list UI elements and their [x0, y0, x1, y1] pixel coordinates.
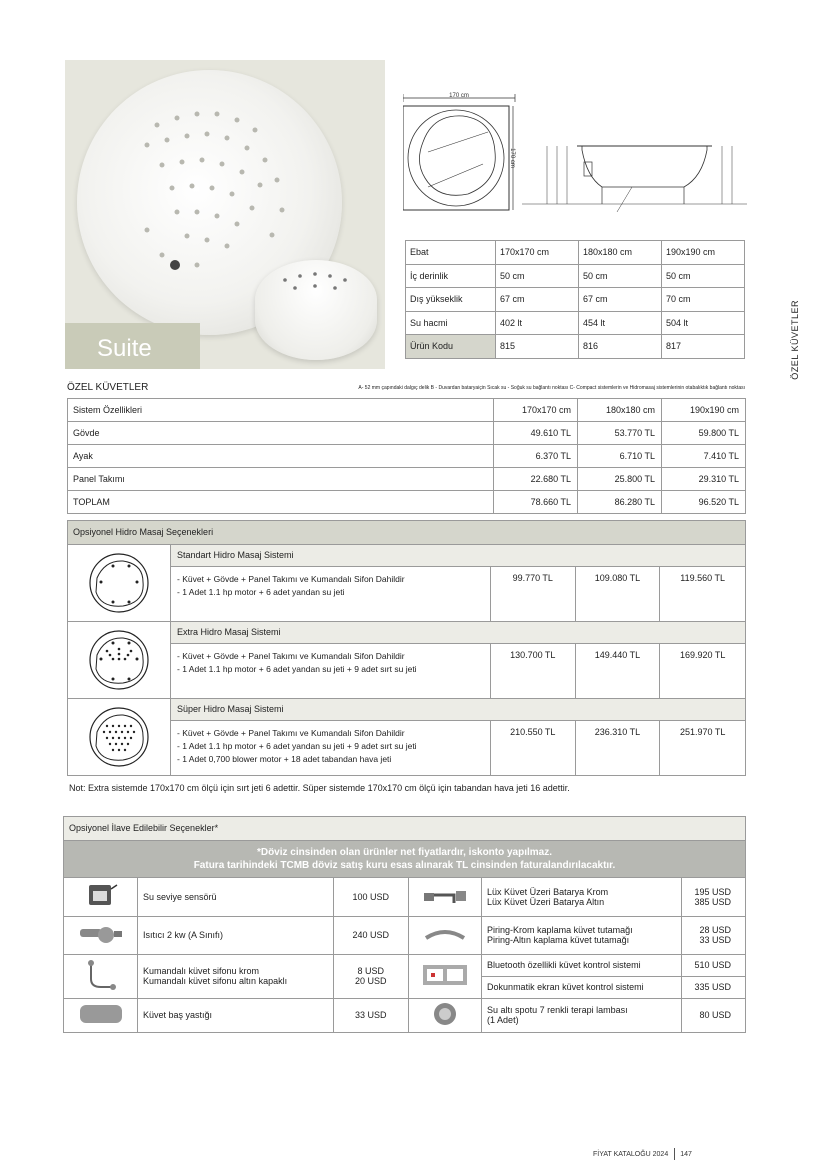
section-title: ÖZEL KÜVETLER — [67, 382, 149, 393]
cell: 180x180 cm — [579, 241, 662, 265]
row-label: Panel Takımı — [68, 468, 494, 491]
cell: 817 — [662, 335, 745, 359]
header-cell: 190x190 cm — [662, 399, 746, 422]
price-cell: 109.080 TL — [576, 567, 661, 621]
table-row — [406, 264, 745, 288]
extra-item-name: Su seviye sensörü — [138, 878, 334, 916]
side-section-label: ÖZEL KÜVETLER — [790, 300, 800, 380]
description-line: - 1 Adet 0,700 blower motor + 18 adet tabandan hava jeti — [177, 754, 392, 764]
extra-item-price: 510 USD — [682, 954, 745, 976]
header-cell: 170x170 cm — [494, 399, 578, 422]
cell: 29.310 TL — [662, 468, 746, 491]
extra-item-name: Kumandalı küvet sifonu krom Kumandalı küvet sifonu altın kapaklı — [138, 954, 334, 998]
price-cell: 169.920 TL — [679, 650, 726, 660]
cell: 86.280 TL — [578, 491, 662, 514]
cell: 170x170 cm — [496, 241, 579, 265]
cell: 6.370 TL — [494, 445, 578, 468]
extra-item-name: Küvet baş yastığı — [138, 998, 334, 1032]
hydro-system-row — [68, 699, 745, 775]
faucet-icon — [408, 878, 482, 916]
table-row — [68, 491, 746, 514]
cell: 50 cm — [579, 264, 662, 288]
headrest-pillow-icon — [64, 998, 138, 1032]
product-photo — [65, 60, 385, 369]
cell: 6.710 TL — [578, 445, 662, 468]
row-label: TOPLAM — [68, 491, 494, 514]
extra-item-price: 8 USD 20 USD — [334, 954, 409, 998]
section-note: A- 52 mm çapındaki dalgıç delik B - Duvardan bataryaiçin Sıcak su - Soğuk su bağlantı noktası C- Compact sistemlerin ve Hidromasaj sistemlerinin otabalıktık bağlantı noktası — [358, 385, 745, 391]
cell: 816 — [579, 335, 662, 359]
catalog-name: FİYAT KATALOĞU 2024 — [593, 1150, 669, 1158]
extra-item-price: 335 USD — [682, 976, 745, 998]
hydro-system-row — [68, 622, 745, 699]
table-row — [68, 468, 746, 491]
table-header-row — [68, 399, 746, 422]
description-line: - 1 Adet 1.1 hp motor + 6 adet yandan su jeti + 9 adet sırt su jeti — [177, 741, 417, 751]
cell: 504 lt — [662, 311, 745, 335]
cell: 25.800 TL — [578, 468, 662, 491]
cell: 78.660 TL — [494, 491, 578, 514]
optional-extras — [63, 816, 746, 1033]
price-cell: 130.700 TL — [491, 644, 576, 698]
cell: 454 lt — [579, 311, 662, 335]
top-view-drawing — [403, 92, 518, 212]
description-line: - Küvet + Gövde + Panel Takımı ve Kumandalı Sifon Dahildir — [177, 651, 405, 661]
hydro-system-row — [68, 545, 745, 622]
cell: 53.770 TL — [578, 422, 662, 445]
table-row — [406, 311, 745, 335]
currency-notice — [64, 841, 745, 878]
control-panel-icon — [408, 954, 482, 998]
extra-system-icon — [68, 622, 171, 698]
extra-item-price: 100 USD — [334, 878, 409, 916]
cell: 22.680 TL — [494, 468, 578, 491]
water-level-sensor-icon — [64, 878, 138, 916]
price-cell: 99.770 TL — [491, 567, 576, 621]
row-label: Ürün Kodu — [406, 335, 496, 359]
cell: 190x190 cm — [662, 241, 745, 265]
description-line: - 1 Adet 1.1 hp motor + 6 adet yandan su jeti — [177, 587, 345, 597]
table-row — [68, 445, 746, 468]
extra-item-name: Su altı spotu 7 renkli terapi lambası (1 Adet) — [482, 998, 682, 1032]
row-label: Su hacmi — [406, 311, 496, 335]
extra-item-price: 28 USD 33 USD — [682, 916, 745, 954]
extra-item-name: Piring-Krom kaplama küvet tutamağı Piring-Altın kaplama küvet tutamağı — [482, 916, 682, 954]
hydro-title: Opsiyonel Hidro Masaj Seçenekleri — [68, 521, 745, 545]
price-cell: 236.310 TL — [576, 721, 661, 775]
hydro-system-description — [171, 567, 491, 621]
description-line: - Küvet + Gövde + Panel Takımı ve Kumandalı Sifon Dahildir — [177, 574, 405, 584]
hydro-system-description — [171, 721, 491, 775]
size-spec-table — [405, 240, 745, 359]
product-name: Suite — [65, 323, 200, 369]
hydro-massage-options — [67, 520, 746, 776]
description-line: - Küvet + Gövde + Panel Takımı ve Kumandalı Sifon Dahildir — [177, 728, 405, 738]
hydro-system-description — [171, 644, 491, 698]
cell: 815 — [496, 335, 579, 359]
table-row — [406, 335, 745, 359]
cell: 50 cm — [496, 264, 579, 288]
cell: 49.610 TL — [494, 422, 578, 445]
width-dimension-label: 170 cm — [449, 93, 469, 99]
extra-item-price: 33 USD — [334, 998, 409, 1032]
extra-item-price: 80 USD — [682, 998, 745, 1032]
cell: 7.410 TL — [662, 445, 746, 468]
small-tub-jets — [255, 260, 377, 320]
hydro-system-name: Extra Hidro Masaj Sistemi — [171, 622, 745, 644]
price-cell: 119.560 TL — [680, 573, 726, 583]
drain-siphon-icon — [64, 954, 138, 998]
extra-item-name: Dokunmatik ekran küvet kontrol sistemi — [482, 976, 682, 998]
extra-item-price: 240 USD — [334, 916, 409, 954]
cell: 67 cm — [579, 288, 662, 312]
cell: 402 lt — [496, 311, 579, 335]
hydro-system-name: Süper Hidro Masaj Sistemi — [171, 699, 745, 721]
cell: 67 cm — [496, 288, 579, 312]
price-cell: 149.440 TL — [576, 644, 661, 698]
description-line: - 1 Adet 1.1 hp motor + 6 adet yandan su jeti + 9 adet sırt su jeti — [177, 664, 417, 674]
header-cell: 180x180 cm — [578, 399, 662, 422]
header-label: Sistem Özellikleri — [68, 399, 494, 422]
extra-item-name: Lüx Küvet Üzeri Batarya Krom Lüx Küvet Üzeri Batarya Altın — [482, 878, 682, 916]
page-footer — [593, 1148, 692, 1160]
extra-item-name: Isıtıcı 2 kw (A Sınıfı) — [138, 916, 334, 954]
table-row — [68, 422, 746, 445]
price-cell: 210.550 TL — [491, 721, 576, 775]
row-label: Gövde — [68, 422, 494, 445]
table-row — [406, 241, 745, 265]
cell: 50 cm — [662, 264, 745, 288]
hydro-system-name: Standart Hidro Masaj Sistemi — [171, 545, 745, 567]
extras-title: Opsiyonel İlave Edilebilir Seçenekler* — [64, 817, 745, 841]
depth-dimension-label: 170 cm — [509, 148, 515, 168]
side-view-drawing — [522, 132, 747, 220]
standard-system-icon — [68, 545, 171, 621]
extra-item-price: 195 USD 385 USD — [682, 878, 745, 916]
cell: 96.520 TL — [662, 491, 746, 514]
table-row — [406, 288, 745, 312]
row-label: Ayak — [68, 445, 494, 468]
table-row — [64, 954, 745, 976]
notice-line: Fatura tarihindeki TCMB döviz satış kuru esas alınarak TL cinsinden faturalandırılacaktır. — [193, 860, 616, 871]
round-bathtub-side-view — [255, 260, 377, 360]
table-row — [64, 916, 745, 954]
footnote: Not: Extra sistemde 170x170 cm ölçü için sırt jeti 6 adettir. Süper sistemde 170x170 cm ölçü için tabandan hava jeti 16 adettir. — [69, 783, 570, 793]
row-label: Dış yükseklik — [406, 288, 496, 312]
row-label: Ebat — [406, 241, 496, 265]
extra-item-name: Bluetooth özellikli küvet kontrol sistemi — [482, 954, 682, 976]
price-cell: 251.970 TL — [679, 727, 726, 737]
table-row — [64, 878, 745, 916]
page-number: 147 — [680, 1150, 692, 1158]
cell: 59.800 TL — [662, 422, 746, 445]
table-row — [64, 998, 745, 1032]
notice-line: *Döviz cinsinden olan ürünler net fiyatlardır, iskonto yapılmaz. — [256, 847, 553, 858]
price-table — [67, 398, 746, 514]
extras-table — [64, 878, 745, 1032]
row-label: İç derinlik — [406, 264, 496, 288]
super-system-icon — [68, 699, 171, 775]
grab-handle-icon — [408, 916, 482, 954]
cell: 70 cm — [662, 288, 745, 312]
heater-icon — [64, 916, 138, 954]
spotlight-icon — [408, 998, 482, 1032]
